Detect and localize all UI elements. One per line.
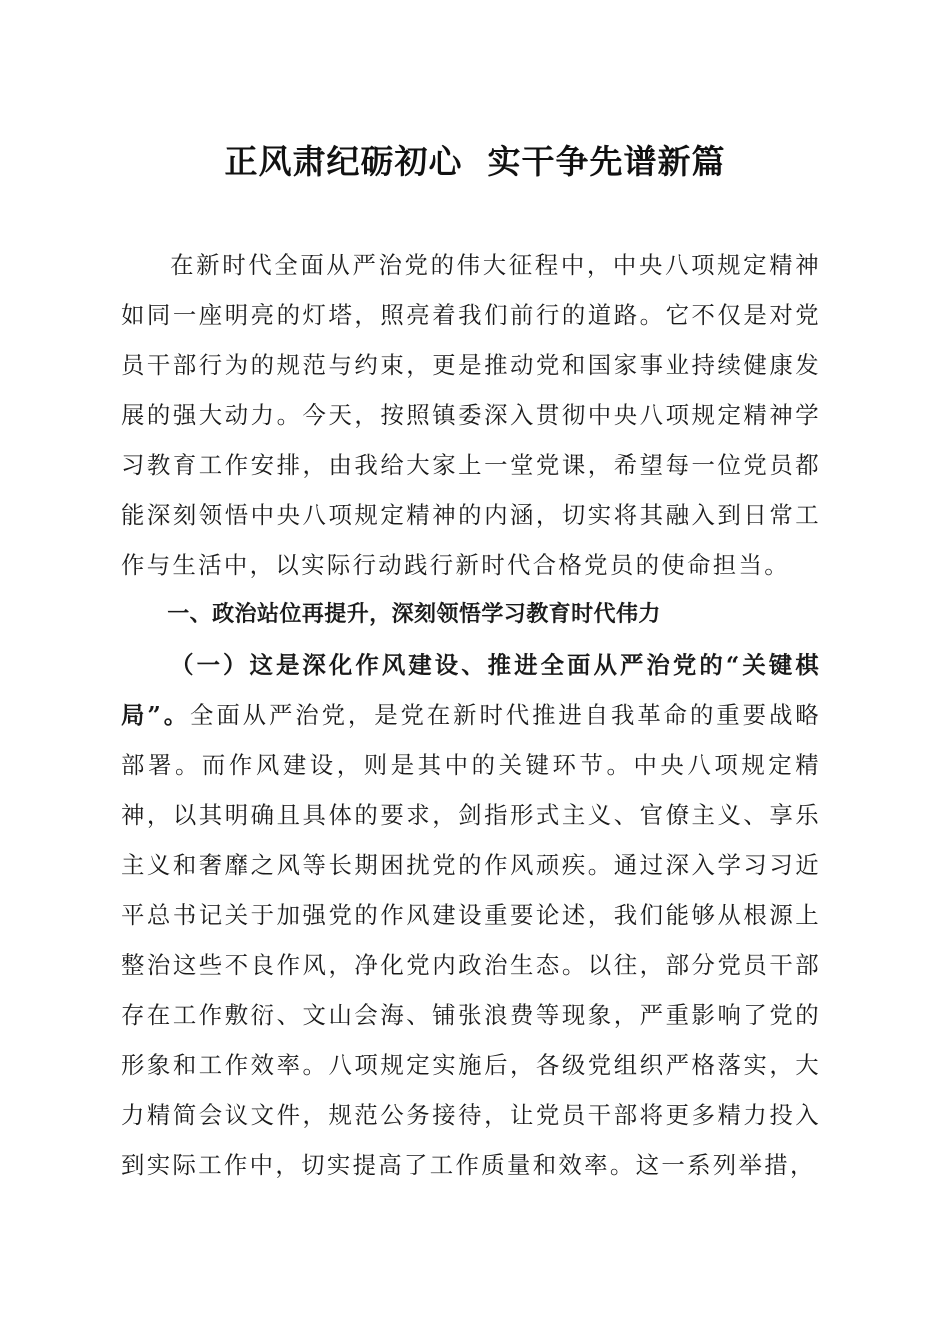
section-1-heading: 一、政治站位再提升，深刻领悟学习教育时代伟力 [167, 602, 661, 627]
subsection-1-body: 全面从严治党，是党在新时代推进自我革命的重要战略部署。而作风建设，则是其中的关键环节。中央八项规定精神，以其明确且具体的要求，剑指形式主义、官僚主义、享乐主义和奢靡之风等长期困扰党的作风顽疾。通过深入学习习近平总书记关于加强党的作风建设重要论述，我们能够从根源上整治这些不良作风，净化党内政治生态。以往，部分党员干部存在工作敷衍、文山会海、铺张浪费等现象，严重影响了党的形象和工作效率。八项规定实施后，各级党组织严格落实，大力精简会议文件，规范公务接待，让党员干部将更多精力投入到实际工作中，切实提高了工作质量和效率。这一系列举措， [121, 701, 821, 1179]
intro-paragraph: 在新时代全面从严治党的伟大征程中，中央八项规定精神如同一座明亮的灯塔，照亮着我们前行的道路。它不仅是对党员干部行为的规范与约束，更是推动党和国家事业持续健康发展的强大动力。今天，按照镇委深入贯彻中央八项规定精神学习教育工作安排，由我给大家上一堂党课，希望每一位党员都能深刻领悟中央八项规定精神的内涵，切实将其融入到日常工作与生活中，以实际行动践行新时代合格党员的使命担当。 [121, 251, 821, 579]
document-title: 正风肃纪砺初心 实干争先谱新篇 [224, 142, 726, 181]
subsection-1-lead: （一）这是深化作风建设、推进全面从严治党的“关键棋局”。 [121, 651, 821, 729]
document-body [121, 240, 821, 1190]
subsection-1-paragraph [121, 640, 821, 1190]
